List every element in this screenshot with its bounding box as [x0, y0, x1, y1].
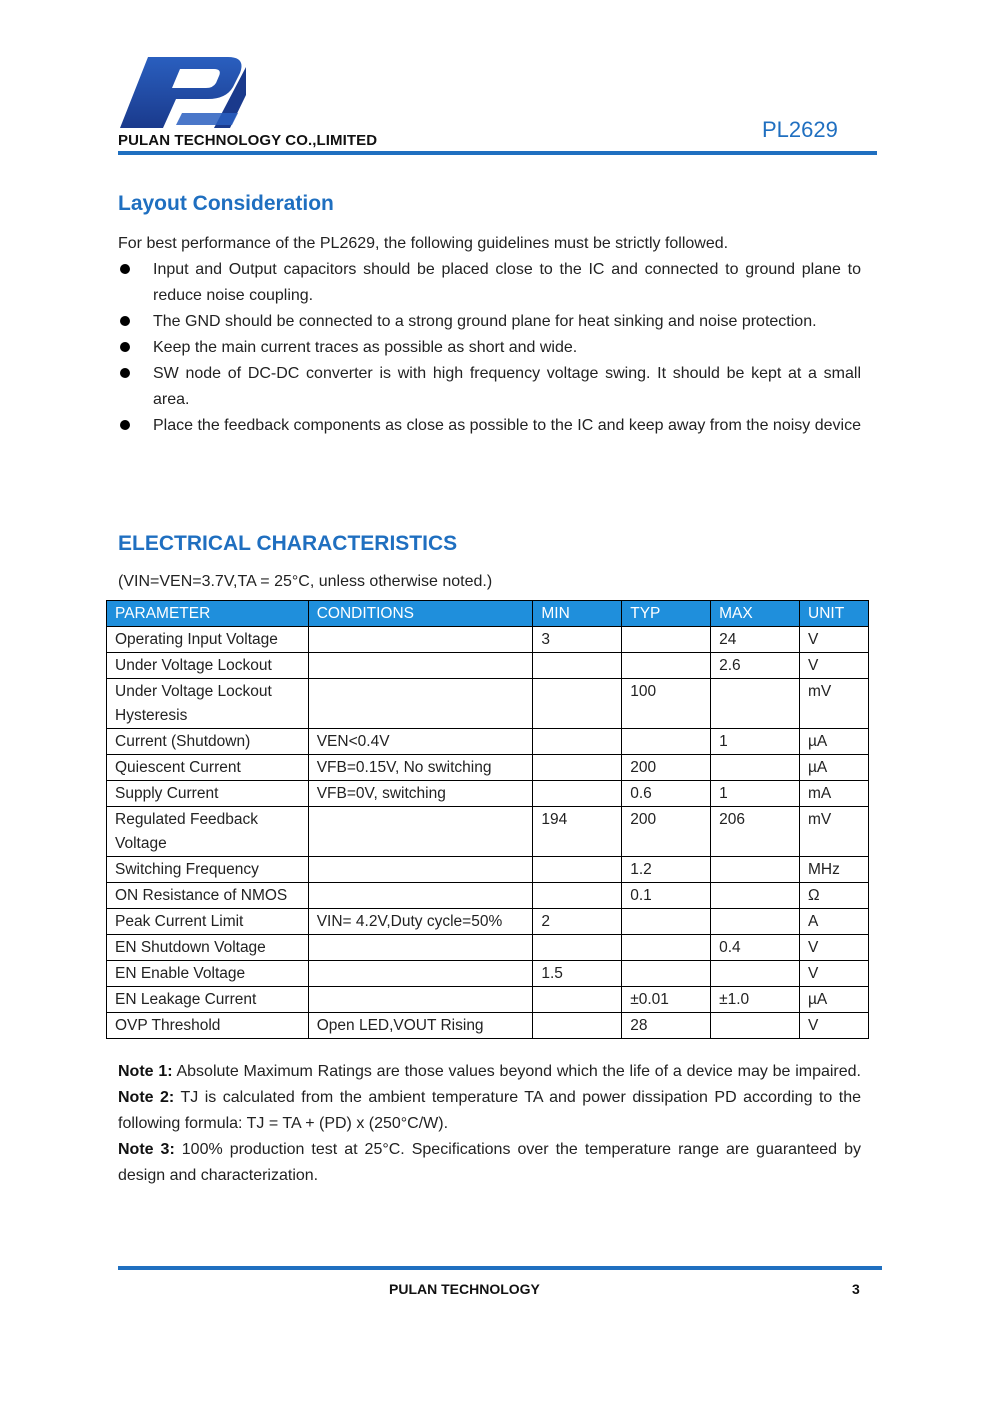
layout-intro: For best performance of the PL2629, the following guidelines must be strictly followed.: [118, 235, 729, 252]
cell-unit: mV: [800, 807, 869, 857]
cell-max: [711, 1013, 800, 1039]
cell-unit: mA: [800, 781, 869, 807]
cell-max: 1: [711, 729, 800, 755]
col-typ: TYP: [622, 601, 711, 627]
cell-min: 2: [533, 909, 622, 935]
cell-min: [533, 755, 622, 781]
header-divider: [118, 151, 877, 155]
list-item: Place the feedback components as close as possible to the IC and keep away from the noisy device: [118, 413, 861, 439]
cell-min: [533, 679, 622, 729]
cell-conditions: [308, 627, 533, 653]
ec-conditions: (VIN=VEN=3.7V,TA = 25°C, unless otherwise noted.): [118, 573, 493, 590]
cell-unit: µA: [800, 729, 869, 755]
cell-max: [711, 755, 800, 781]
cell-typ: 100: [622, 679, 711, 729]
cell-parameter: Quiescent Current: [107, 755, 309, 781]
list-item: SW node of DC-DC converter is with high frequency voltage swing. It should be kept at a small area.: [118, 361, 861, 413]
cell-parameter: OVP Threshold: [107, 1013, 309, 1039]
cell-parameter: ON Resistance of NMOS: [107, 883, 309, 909]
note3-label: Note 3:: [118, 1141, 175, 1158]
cell-min: [533, 883, 622, 909]
cell-min: [533, 781, 622, 807]
cell-conditions: [308, 987, 533, 1013]
cell-conditions: [308, 883, 533, 909]
table-row: [107, 729, 869, 755]
table-row: [107, 883, 869, 909]
cell-parameter: Peak Current Limit: [107, 909, 309, 935]
cell-typ: ±0.01: [622, 987, 711, 1013]
cell-typ: 1.2: [622, 857, 711, 883]
cell-min: 1.5: [533, 961, 622, 987]
electrical-characteristics-table: [106, 600, 869, 1039]
table-row: [107, 653, 869, 679]
cell-parameter: Current (Shutdown): [107, 729, 309, 755]
footer-company: PULAN TECHNOLOGY: [389, 1281, 540, 1297]
cell-conditions: [308, 679, 533, 729]
col-unit: UNIT: [800, 601, 869, 627]
part-number: PL2629: [762, 117, 838, 142]
table-row: [107, 755, 869, 781]
pulan-logo: [118, 55, 248, 130]
cell-max: [711, 857, 800, 883]
cell-parameter: EN Leakage Current: [107, 987, 309, 1013]
cell-unit: mV: [800, 679, 869, 729]
cell-unit: µA: [800, 755, 869, 781]
cell-unit: V: [800, 627, 869, 653]
cell-typ: 200: [622, 807, 711, 857]
cell-max: 1: [711, 781, 800, 807]
table-row: [107, 781, 869, 807]
cell-conditions: [308, 961, 533, 987]
cell-conditions: [308, 807, 533, 857]
cell-typ: [622, 935, 711, 961]
list-item: Keep the main current traces as possible as short and wide.: [118, 335, 861, 361]
cell-unit: MHz: [800, 857, 869, 883]
col-conditions: CONDITIONS: [308, 601, 533, 627]
cell-unit: V: [800, 961, 869, 987]
cell-parameter: EN Shutdown Voltage: [107, 935, 309, 961]
cell-min: [533, 935, 622, 961]
cell-parameter: Under Voltage Lockout Hysteresis: [107, 679, 309, 729]
cell-max: [711, 909, 800, 935]
layout-guidelines-list: [118, 257, 861, 439]
table-row: [107, 909, 869, 935]
cell-parameter: Regulated Feedback Voltage: [107, 807, 309, 857]
cell-max: [711, 961, 800, 987]
cell-conditions: [308, 653, 533, 679]
company-name: PULAN TECHNOLOGY CO.,LIMITED: [118, 132, 378, 149]
cell-typ: [622, 909, 711, 935]
cell-max: 206: [711, 807, 800, 857]
col-min: MIN: [533, 601, 622, 627]
cell-parameter: Operating Input Voltage: [107, 627, 309, 653]
table-body: [107, 627, 869, 1039]
cell-min: [533, 857, 622, 883]
table-row: [107, 1013, 869, 1039]
note3-text: 100% production test at 25°C. Specifications over the temperature range are guaranteed by design and characterization.: [118, 1141, 861, 1184]
cell-max: 0.4: [711, 935, 800, 961]
cell-unit: µA: [800, 987, 869, 1013]
table-row: [107, 935, 869, 961]
note1-text: Absolute Maximum Ratings are those values beyond which the life of a device may be impaired.: [176, 1063, 862, 1080]
cell-parameter: Under Voltage Lockout: [107, 653, 309, 679]
list-item: The GND should be connected to a strong ground plane for heat sinking and noise protection.: [118, 309, 861, 335]
cell-conditions: VEN<0.4V: [308, 729, 533, 755]
cell-conditions: [308, 857, 533, 883]
table-row: [107, 679, 869, 729]
bullet-icon: [120, 316, 130, 326]
cell-max: [711, 883, 800, 909]
table-row: [107, 857, 869, 883]
cell-typ: [622, 653, 711, 679]
bullet-icon: [120, 342, 130, 352]
bullet-icon: [120, 368, 130, 378]
bullet-icon: [120, 264, 130, 274]
layout-section-title: Layout Consideration: [118, 192, 334, 215]
cell-typ: 0.6: [622, 781, 711, 807]
cell-typ: [622, 961, 711, 987]
cell-min: [533, 653, 622, 679]
cell-max: 2.6: [711, 653, 800, 679]
cell-conditions: VFB=0V, switching: [308, 781, 533, 807]
footer-divider: [118, 1266, 882, 1270]
note2-label: Note 2:: [118, 1089, 175, 1106]
cell-typ: [622, 729, 711, 755]
page-number: 3: [852, 1281, 860, 1297]
table-row: [107, 961, 869, 987]
cell-conditions: Open LED,VOUT Rising: [308, 1013, 533, 1039]
ec-section-title: ELECTRICAL CHARACTERISTICS: [118, 532, 458, 555]
cell-min: [533, 729, 622, 755]
cell-typ: 0.1: [622, 883, 711, 909]
notes-block: [118, 1059, 861, 1189]
col-max: MAX: [711, 601, 800, 627]
note1-label: Note 1:: [118, 1063, 173, 1080]
cell-unit: Ω: [800, 883, 869, 909]
cell-unit: V: [800, 1013, 869, 1039]
cell-conditions: VIN= 4.2V,Duty cycle=50%: [308, 909, 533, 935]
cell-unit: A: [800, 909, 869, 935]
cell-min: [533, 987, 622, 1013]
list-item: Input and Output capacitors should be placed close to the IC and connected to ground plane to reduce noise coupling.: [118, 257, 861, 309]
bullet-icon: [120, 420, 130, 430]
cell-max: [711, 679, 800, 729]
cell-typ: 200: [622, 755, 711, 781]
cell-parameter: Switching Frequency: [107, 857, 309, 883]
cell-typ: 28: [622, 1013, 711, 1039]
cell-max: ±1.0: [711, 987, 800, 1013]
cell-min: 194: [533, 807, 622, 857]
table-row: [107, 807, 869, 857]
cell-min: 3: [533, 627, 622, 653]
table-header-row: [107, 601, 869, 627]
cell-parameter: Supply Current: [107, 781, 309, 807]
cell-unit: V: [800, 653, 869, 679]
cell-typ: [622, 627, 711, 653]
table-row: [107, 627, 869, 653]
col-parameter: PARAMETER: [107, 601, 309, 627]
table-row: [107, 987, 869, 1013]
cell-conditions: [308, 935, 533, 961]
cell-parameter: EN Enable Voltage: [107, 961, 309, 987]
cell-min: [533, 1013, 622, 1039]
cell-conditions: VFB=0.15V, No switching: [308, 755, 533, 781]
note2-text: TJ is calculated from the ambient temperature TA and power dissipation PD according to the following formula: TJ = TA + (PD) x (250°C/W).: [118, 1089, 862, 1132]
cell-max: 24: [711, 627, 800, 653]
cell-unit: V: [800, 935, 869, 961]
